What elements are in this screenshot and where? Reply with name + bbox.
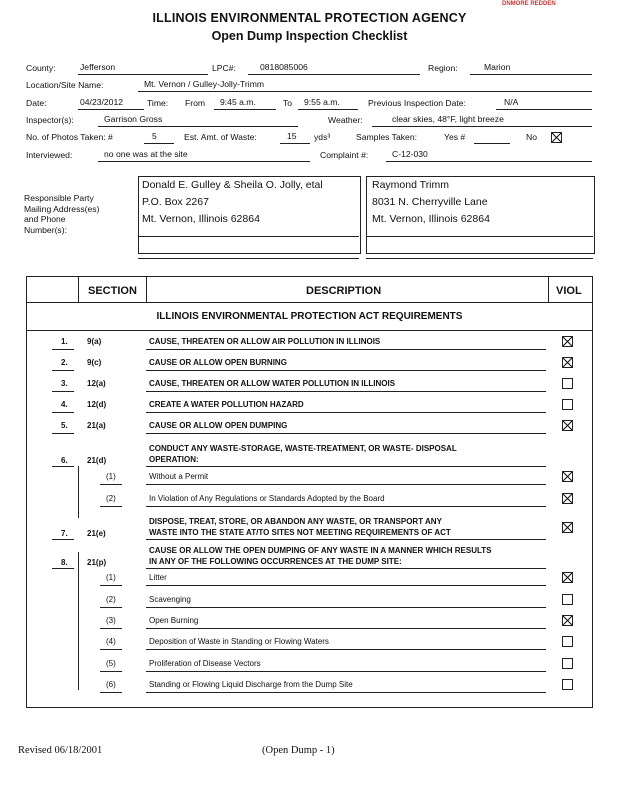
row-description: Scavenging bbox=[149, 595, 191, 604]
viol-header: VIOL bbox=[556, 285, 582, 297]
inspectors-field[interactable]: Garrison Gross bbox=[104, 114, 163, 124]
row-description-cont: OPERATION: bbox=[149, 455, 199, 464]
violation-checkbox[interactable] bbox=[562, 493, 573, 504]
row-section: (3) bbox=[106, 616, 116, 625]
row-number: 6. bbox=[61, 456, 68, 465]
revised-date: Revised 06/18/2001 bbox=[18, 745, 103, 756]
inspectors-label: Inspector(s): bbox=[26, 115, 74, 125]
row-section: 21(a) bbox=[87, 421, 106, 430]
row-section: 9(a) bbox=[87, 337, 102, 346]
row-description: Deposition of Waste in Standing or Flowing Waters bbox=[149, 637, 329, 646]
section-header: SECTION bbox=[88, 285, 137, 297]
date-field[interactable]: 04/23/2012 bbox=[80, 97, 124, 107]
violation-checkbox[interactable] bbox=[562, 420, 573, 431]
waste-unit: yds³ bbox=[314, 132, 331, 142]
row-description-cont: IN ANY OF THE FOLLOWING OCCURRENCES AT THE DUMP SITE: bbox=[149, 557, 402, 566]
violation-checkbox[interactable] bbox=[562, 679, 573, 690]
responsible-label: Responsible Party Mailing Address(es) and Phone Number(s): bbox=[24, 193, 100, 235]
to-label: To bbox=[283, 98, 293, 108]
row-description: CAUSE OR ALLOW OPEN BURNING bbox=[149, 358, 287, 367]
lpc-label: LPC#: bbox=[212, 63, 236, 73]
responsible-party-1: Donald E. Gulley & Sheila O. Jolly, etal P.O. Box 2267 Mt. Vernon, Illinois 62864 bbox=[142, 179, 323, 225]
waste-label: Est. Amt. of Waste: bbox=[184, 132, 257, 142]
samples-label: Samples Taken: bbox=[356, 132, 417, 142]
description-header: DESCRIPTION bbox=[306, 285, 382, 297]
row-number: 7. bbox=[61, 529, 68, 538]
complaint-field[interactable]: C-12-030 bbox=[392, 149, 428, 159]
row-section: (2) bbox=[106, 595, 116, 604]
row-description: CAUSE, THREATEN OR ALLOW AIR POLLUTION IN ILLINOIS bbox=[149, 337, 381, 346]
row-number: 4. bbox=[61, 400, 68, 409]
row-section: 21(d) bbox=[87, 456, 107, 465]
row-description: In Violation of Any Regulations or Standards Adopted by the Board bbox=[149, 494, 385, 503]
row-description: DISPOSE, TREAT, STORE, OR ABANDON ANY WASTE, OR TRANSPORT ANY bbox=[149, 517, 442, 526]
violation-checkbox[interactable] bbox=[562, 594, 573, 605]
violation-checkbox[interactable] bbox=[562, 658, 573, 669]
row-description: CAUSE, THREATEN OR ALLOW WATER POLLUTION IN ILLINOIS bbox=[149, 379, 396, 388]
violation-checkbox[interactable] bbox=[562, 336, 573, 347]
violation-checkbox[interactable] bbox=[562, 471, 573, 482]
violation-checkbox[interactable] bbox=[562, 357, 573, 368]
violation-checkbox[interactable] bbox=[562, 522, 573, 533]
form-subtitle: Open Dump Inspection Checklist bbox=[211, 29, 408, 43]
prev-inspection-label: Previous Inspection Date: bbox=[368, 98, 466, 108]
row-section: (1) bbox=[106, 472, 116, 481]
region-field[interactable]: Marion bbox=[484, 62, 511, 72]
row-number: 8. bbox=[61, 558, 68, 567]
row-description-cont: WASTE INTO THE STATE AT/TO SITES NOT MEETING REQUIREMENTS OF ACT bbox=[149, 528, 451, 537]
county-label: County: bbox=[26, 63, 56, 73]
row-section: 21(p) bbox=[87, 558, 107, 567]
date-label: Date: bbox=[26, 98, 47, 108]
time-to-field[interactable]: 9:55 a.m. bbox=[304, 97, 340, 107]
interviewed-label: Interviewed: bbox=[26, 150, 73, 160]
prev-inspection-field[interactable]: N/A bbox=[504, 97, 519, 107]
photos-label: No. of Photos Taken: # bbox=[26, 132, 113, 142]
violation-checkbox[interactable] bbox=[562, 399, 573, 410]
row-description: Proliferation of Disease Vectors bbox=[149, 659, 261, 668]
row-description: Without a Permit bbox=[149, 472, 209, 481]
row-number: 5. bbox=[61, 421, 68, 430]
row-section: (2) bbox=[106, 494, 116, 503]
responsible-party-2: Raymond Trimm 8031 N. Cherryville Lane Mt. Vernon, Illinois 62864 bbox=[372, 179, 490, 225]
time-from-field[interactable]: 9:45 a.m. bbox=[220, 97, 256, 107]
row-number: 1. bbox=[61, 337, 68, 346]
row-section: (4) bbox=[106, 637, 116, 646]
row-section: (5) bbox=[106, 659, 116, 668]
weather-label: Weather: bbox=[328, 115, 363, 125]
received-stamp: DNMORE REDDEN bbox=[502, 1, 556, 7]
samples-no-label: No bbox=[526, 132, 537, 142]
weather-field[interactable]: clear skies, 48°F, light breeze bbox=[392, 114, 504, 124]
row-section: (6) bbox=[106, 680, 116, 689]
row-description: Litter bbox=[149, 573, 167, 582]
violation-checkbox[interactable] bbox=[562, 615, 573, 626]
row-section: 21(e) bbox=[87, 529, 106, 538]
lpc-field[interactable]: 0818085006 bbox=[260, 62, 308, 72]
page-label: (Open Dump - 1) bbox=[262, 745, 335, 756]
violation-checkbox[interactable] bbox=[562, 378, 573, 389]
location-field[interactable]: Mt. Vernon / Gulley-Jolly-Trimm bbox=[144, 79, 265, 89]
row-description: Open Burning bbox=[149, 616, 199, 625]
photos-field[interactable]: 5 bbox=[152, 131, 157, 141]
county-field[interactable]: Jefferson bbox=[80, 62, 116, 72]
row-description: CONDUCT ANY WASTE-STORAGE, WASTE-TREATMENT, OR WASTE- DISPOSAL bbox=[149, 444, 457, 453]
samples-no-checkbox[interactable] bbox=[551, 132, 562, 143]
row-description: CAUSE OR ALLOW OPEN DUMPING bbox=[149, 421, 288, 430]
row-number: 2. bbox=[61, 358, 68, 367]
row-description: CAUSE OR ALLOW THE OPEN DUMPING OF ANY WASTE IN A MANNER WHICH RESULTS bbox=[149, 546, 492, 555]
complaint-label: Complaint #: bbox=[320, 150, 369, 160]
row-description: Standing or Flowing Liquid Discharge from the Dump Site bbox=[149, 680, 353, 689]
region-label: Region: bbox=[428, 63, 458, 73]
form-title: ILLINOIS ENVIRONMENTAL PROTECTION AGENCY bbox=[152, 11, 467, 25]
time-label: Time: bbox=[147, 98, 169, 108]
interviewed-field[interactable]: no one was at the site bbox=[104, 149, 188, 159]
row-section: (1) bbox=[106, 573, 116, 582]
violation-checkbox[interactable] bbox=[562, 572, 573, 583]
waste-field[interactable]: 15 bbox=[287, 131, 297, 141]
location-label: Location/Site Name: bbox=[26, 80, 104, 90]
row-section: 12(a) bbox=[87, 379, 106, 388]
row-number: 3. bbox=[61, 379, 68, 388]
from-label: From bbox=[185, 98, 206, 108]
samples-yes-label: Yes # bbox=[444, 132, 466, 142]
row-section: 9(c) bbox=[87, 358, 102, 367]
violation-checkbox[interactable] bbox=[562, 636, 573, 647]
act-requirements-banner: ILLINOIS ENVIRONMENTAL PROTECTION ACT REQUIREMENTS bbox=[156, 311, 463, 322]
row-section: 12(d) bbox=[87, 400, 107, 409]
row-description: CREATE A WATER POLLUTION HAZARD bbox=[149, 400, 304, 409]
